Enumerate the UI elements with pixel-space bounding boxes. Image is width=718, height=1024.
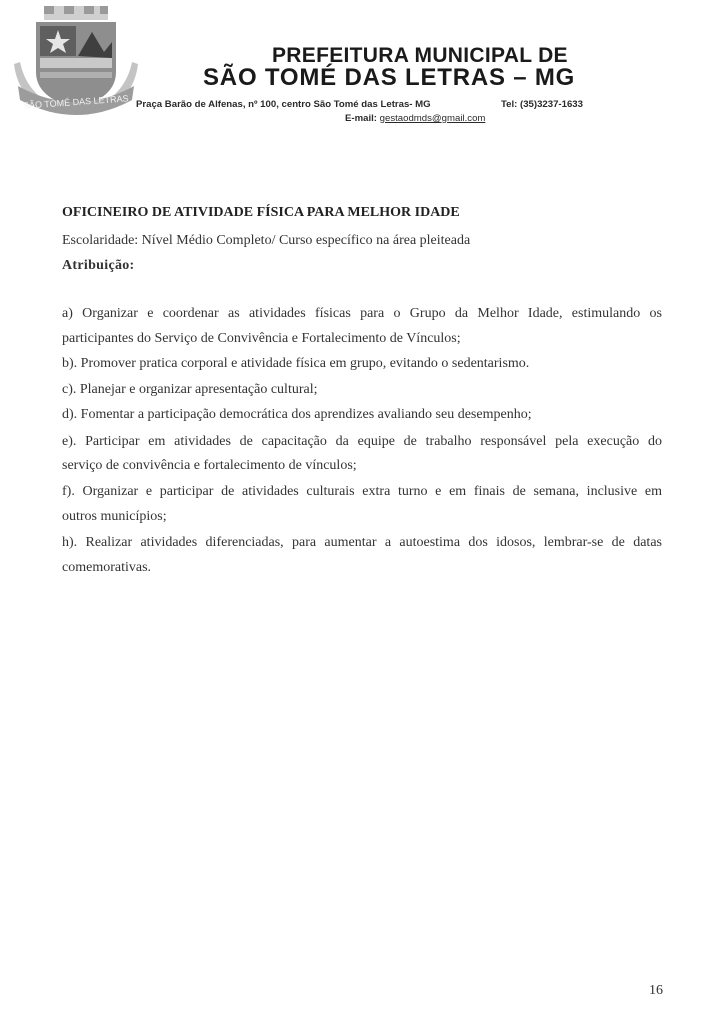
list-item-line: d). Fomentar a participação democrática dos aprendizes avaliando seu desempenho; (62, 407, 532, 422)
list-item-line: h). Realizar atividades diferenciadas, para aumentar a autoestima dos idosos, lembrar-se de datas (62, 535, 662, 550)
escolaridade-text: Escolaridade: Nível Médio Completo/ Curso específico na área pleiteada (62, 233, 471, 248)
list-item-line: f). Organizar e participar de atividades culturais extra turno e em finais de semana, inclusive em (62, 484, 662, 499)
svg-text:SÃO TOMÉ DAS LETRAS: SÃO TOMÉ DAS LETRAS (22, 93, 129, 111)
page-number: 16 (649, 983, 663, 998)
header-email-label: E-mail: (345, 113, 377, 124)
list-item-line: comemorativas. (62, 560, 152, 575)
list-item-line: serviço de convivência e fortalecimento de vínculos; (62, 458, 357, 473)
list-item-line: b). Promover pratica corporal e atividade física em grupo, evitando o sedentarismo. (62, 356, 530, 371)
municipal-coat-of-arms-logo (14, 2, 138, 120)
list-item-line: participantes do Serviço de Convivência e Fortalecimento de Vínculos; (62, 331, 461, 346)
list-item-line: outros municípios; (62, 509, 167, 524)
list-item-line: c). Planejar e organizar apresentação cultural; (62, 382, 318, 397)
header-email-line (345, 113, 485, 124)
header-address-line (136, 99, 706, 110)
header-title: PREFEITURA MUNICIPAL DE (272, 44, 568, 67)
header-phone: Tel: (35)3237-1633 (501, 99, 583, 110)
list-item-line: e). Participar em atividades de capacitação da equipe de trabalho responsável pela execução do (62, 434, 662, 449)
list-item-line: a) Organizar e coordenar as atividades físicas para o Grupo da Melhor Idade, estimulando os (62, 306, 662, 321)
section-heading: OFICINEIRO DE ATIVIDADE FÍSICA PARA MELHOR IDADE (62, 205, 460, 220)
header-subtitle: SÃO TOMÉ DAS LETRAS – MG (203, 64, 576, 91)
header-email-link[interactable]: gestaodmds@gmail.com (379, 113, 486, 124)
atribuicao-label: Atribuição: (62, 258, 135, 273)
header-address: Praça Barão de Alfenas, nº 100, centro São Tomé das Letras- MG (136, 99, 431, 110)
